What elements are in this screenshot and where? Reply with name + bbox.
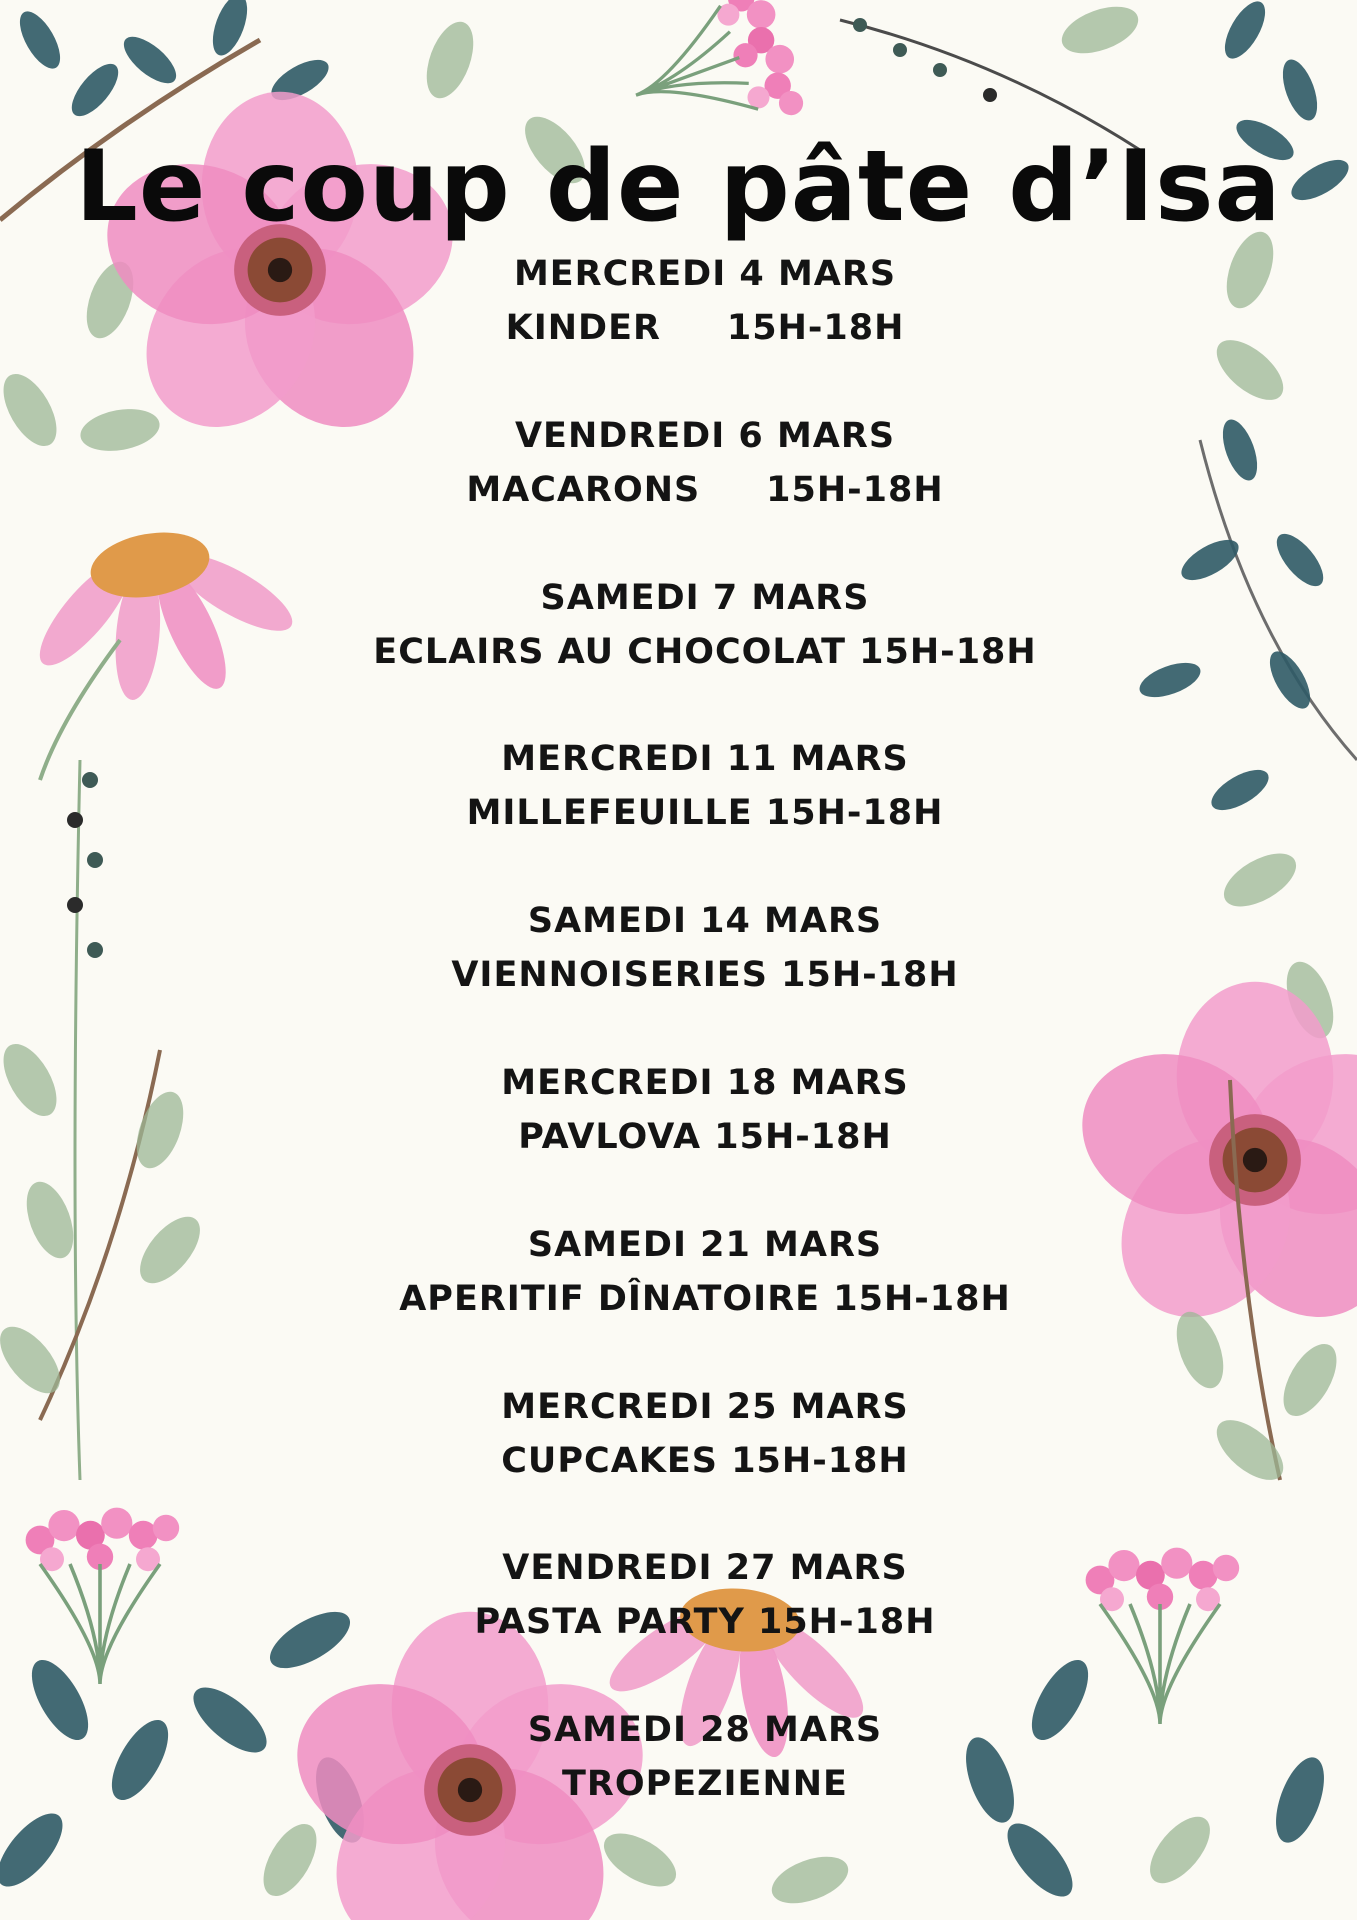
event-date: MERCREDI 25 MARS bbox=[501, 1386, 909, 1427]
event-item bbox=[300, 1380, 1110, 1542]
event-activity: MACARONS 15H-18H bbox=[466, 469, 944, 510]
poster-title: Le coup de pâte d’Isa bbox=[75, 130, 1282, 244]
event-date: SAMEDI 28 MARS bbox=[527, 1710, 883, 1751]
event-item bbox=[300, 1703, 1110, 1865]
event-item bbox=[300, 1541, 1110, 1703]
event-activity: CUPCAKES 15H-18H bbox=[501, 1440, 909, 1481]
event-item bbox=[300, 732, 1110, 894]
event-date: MERCREDI 18 MARS bbox=[501, 1062, 909, 1103]
event-item bbox=[300, 247, 1110, 409]
event-activity: VIENNOISERIES 15H-18H bbox=[451, 955, 959, 996]
event-activity: KINDER 15H-18H bbox=[505, 308, 905, 348]
event-date: SAMEDI 7 MARS bbox=[540, 577, 870, 618]
event-date: MERCREDI 11 MARS bbox=[501, 739, 909, 780]
event-schedule-list bbox=[300, 247, 1110, 1865]
event-item bbox=[300, 1056, 1110, 1218]
event-activity: ECLAIRS AU CHOCOLAT 15H-18H bbox=[373, 631, 1037, 672]
event-date: MERCREDI 4 MARS bbox=[513, 254, 897, 294]
event-item bbox=[300, 894, 1110, 1056]
event-date: VENDREDI 6 MARS bbox=[514, 415, 896, 456]
event-item bbox=[300, 409, 1110, 571]
event-activity: PASTA PARTY 15H-18H bbox=[474, 1602, 936, 1643]
event-item bbox=[300, 1218, 1110, 1380]
event-date: SAMEDI 14 MARS bbox=[527, 901, 883, 942]
event-activity: MILLEFEUILLE 15H-18H bbox=[466, 793, 944, 834]
event-date: SAMEDI 21 MARS bbox=[527, 1224, 883, 1265]
event-activity: APERITIF DÎNATOIRE 15H-18H bbox=[399, 1278, 1011, 1319]
event-activity: TROPEZIENNE bbox=[562, 1764, 848, 1805]
event-item bbox=[300, 571, 1110, 733]
event-activity: PAVLOVA 15H-18H bbox=[518, 1116, 892, 1157]
event-date: VENDREDI 27 MARS bbox=[502, 1548, 908, 1589]
